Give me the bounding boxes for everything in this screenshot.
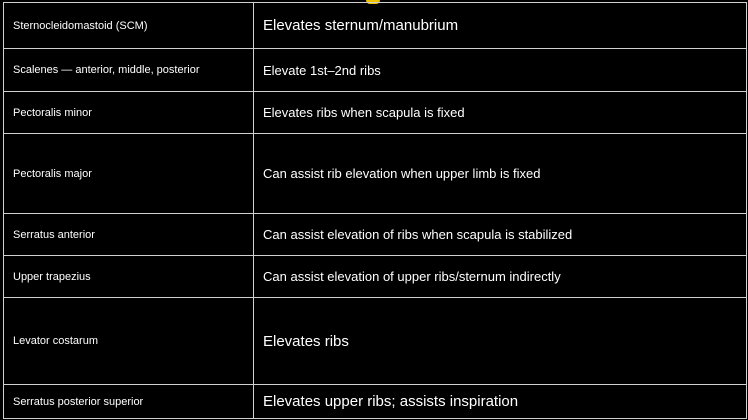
muscle-name-cell: Scalenes — anterior, middle, posterior [4, 49, 254, 92]
muscle-name-cell: Pectoralis major [4, 134, 254, 214]
table-row [4, 134, 747, 214]
table-row [4, 214, 747, 256]
table-row [4, 256, 747, 298]
muscle-action-table [3, 2, 747, 419]
muscle-name-cell: Serratus anterior [4, 214, 254, 256]
action-cell: Elevates ribs [254, 298, 747, 385]
action-cell: Elevate 1st–2nd ribs [254, 49, 747, 92]
muscle-name-cell: Sternocleidomastoid (SCM) [4, 3, 254, 49]
table-row [4, 92, 747, 134]
muscle-name-cell: Pectoralis minor [4, 92, 254, 134]
muscle-name-cell: Upper trapezius [4, 256, 254, 298]
action-cell: Elevates ribs when scapula is fixed [254, 92, 747, 134]
table-row [4, 3, 747, 49]
action-cell: Elevates upper ribs; assists inspiration [254, 385, 747, 419]
muscle-name-cell: Serratus posterior superior [4, 385, 254, 419]
action-cell: Can assist elevation of upper ribs/sternum indirectly [254, 256, 747, 298]
table-row [4, 298, 747, 385]
action-cell: Can assist rib elevation when upper limb is fixed [254, 134, 747, 214]
table-row [4, 385, 747, 419]
table-row [4, 49, 747, 92]
action-cell: Elevates sternum/manubrium [254, 3, 747, 49]
action-cell: Can assist elevation of ribs when scapula is stabilized [254, 214, 747, 256]
muscle-name-cell: Levator costarum [4, 298, 254, 385]
